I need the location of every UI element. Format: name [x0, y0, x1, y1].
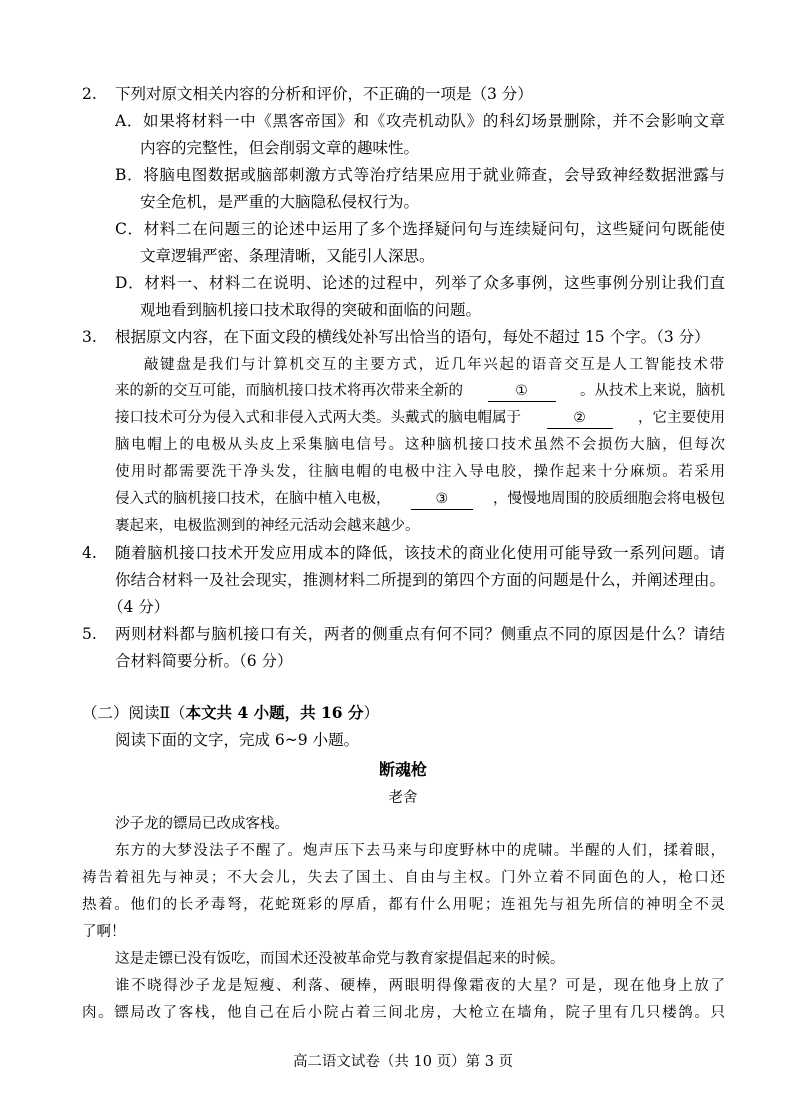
line-6-text-b: ，慢慢地周围的胶质细胞会将电极包 [493, 491, 725, 507]
section-2-heading-suffix: ） [363, 704, 380, 722]
option-b-line-2: 安全危机，是严重的大脑隐私侵权行为。 [140, 193, 420, 211]
question-4-number: 4. [82, 544, 97, 562]
story-paragraph-2-line-4: 了啊！ [82, 924, 126, 940]
fill-blank-1: ① [488, 381, 556, 402]
story-paragraph-2-line-3: 热着。他们的长矛毒弩，花蛇斑彩的厚盾，都有什么用呢；连祖先与祖先所信的神明全不灵 [82, 897, 725, 913]
fill-blank-2: ② [547, 408, 613, 429]
page-footer: 高二语文试卷（共 10 页）第 3 页 [292, 1054, 514, 1070]
fill-paragraph-line-6 [115, 489, 725, 510]
question-3-number: 3. [82, 328, 97, 346]
question-4-score: （4 分） [108, 598, 170, 616]
section-2-heading-prefix: （二）阅读Ⅱ（ [82, 704, 186, 722]
question-2-stem: 下列对原文相关内容的分析和评价，不正确的一项是（3 分） [115, 85, 533, 103]
fill-paragraph-line-2 [115, 381, 725, 402]
question-4-line-1: 随着脑机接口技术开发应用成本的降低，该技术的商业化使用可能导致一系列问题。请 [115, 544, 725, 562]
line-2-text-a: 来的新的交互可能，而脑机接口技术将再次带来全新的 [115, 383, 463, 399]
question-5-line-1: 两则材料都与脑机接口有关，两者的侧重点有何不同？侧重点不同的原因是什么？请结 [115, 625, 725, 643]
question-2-number: 2. [82, 85, 97, 103]
story-author: 老舍 [388, 790, 418, 806]
story-paragraph-2-line-2: 祷告着祖先与神灵；不大会儿，失去了国土、自由与主权。门外立着不同面色的人，枪口还 [82, 870, 725, 886]
question-4-line-2: 你结合材料一及社会现实，推测材料二所提到的第四个方面的问题是什么，并阐述理由。 [115, 571, 725, 589]
fill-blank-3: ③ [411, 489, 473, 510]
story-title: 断魂枪 [378, 760, 427, 779]
story-paragraph-1: 沙子龙的镖局已改成客栈。 [115, 816, 289, 832]
line-6-text-a: 侵入式的脑机接口技术，在脑中植入电极， [115, 491, 391, 507]
question-3-stem: 根据原文内容，在下面文段的横线处补写出恰当的语句，每处不超过 15 个字。（3 分） [115, 328, 710, 346]
story-paragraph-4-line-2: 肉。镖局改了客栈，他自己在后小院占着三间北房，大枪立在墙角，院子里有几只楼鸽。只 [82, 1005, 725, 1021]
story-paragraph-4-line-1: 谁不晓得沙子龙是短瘦、利落、硬棒，两眼明得像霜夜的大星？可是，现在他身上放了 [115, 978, 725, 994]
fill-paragraph-line-4: 脑电帽上的电极从头皮上采集脑电信号。这种脑机接口技术虽然不会损伤大脑，但每次 [115, 437, 725, 453]
question-5-line-2: 合材料简要分析。（6 分） [115, 652, 293, 670]
question-5-number: 5. [82, 625, 97, 643]
option-c-line-1: C．材料二在问题三的论述中运用了多个选择疑问句与连续疑问句，这些疑问句既能使 [115, 220, 725, 238]
story-paragraph-2-line-1: 东方的大梦没法子不醒了。炮声压下去马来与印度野林中的虎啸。半醒的人们，揉着眼， [115, 843, 725, 859]
fill-paragraph-line-5: 使用时都需要洗干净头发，往脑电帽的电极中注入导电胶，操作起来十分麻烦。若采用 [115, 464, 725, 480]
option-c-line-2: 文章逻辑严密、条理清晰，又能引人深思。 [140, 247, 435, 265]
line-2-text-b: 。从技术上来说，脑机 [580, 383, 725, 399]
line-3-text-b: ，它主要使用 [638, 410, 725, 426]
option-a-line-1: A．如果将材料一中《黑客帝国》和《攻壳机动队》的科幻场景删除，并不会影响文章 [115, 112, 725, 130]
option-d-line-1: D．材料一、材料二在说明、论述的过程中，列举了众多事例，这些事例分别让我们直 [115, 274, 725, 292]
line-3-text-a: 接口技术可分为侵入式和非侵入式两大类。头戴式的脑电帽属于 [115, 410, 521, 426]
story-paragraph-3: 这是走镖已没有饭吃，而国术还没被革命党与教育家提倡起来的时候。 [115, 951, 565, 967]
section-2-heading-bold: 本文共 4 小题，共 16 分 [185, 703, 364, 722]
option-d-line-2: 观地看到脑机接口技术取得的突破和面临的问题。 [140, 301, 482, 319]
section-2-heading [82, 703, 379, 723]
fill-paragraph-line-1: 敲键盘是我们与计算机交互的主要方式，近几年兴起的语音交互是人工智能技术带 [144, 357, 724, 373]
option-a-line-2: 内容的完整性，但会削弱文章的趣味性。 [140, 139, 420, 157]
fill-paragraph-line-3 [115, 408, 725, 429]
fill-paragraph-line-7: 裹起来，电极监测到的神经元活动会越来越少。 [115, 518, 420, 534]
section-2-instruction: 阅读下面的文字，完成 6~9 小题。 [115, 731, 360, 749]
option-b-line-1: B．将脑电图数据或脑部刺激方式等治疗结果应用于就业筛查，会导致神经数据泄露与 [115, 166, 725, 184]
